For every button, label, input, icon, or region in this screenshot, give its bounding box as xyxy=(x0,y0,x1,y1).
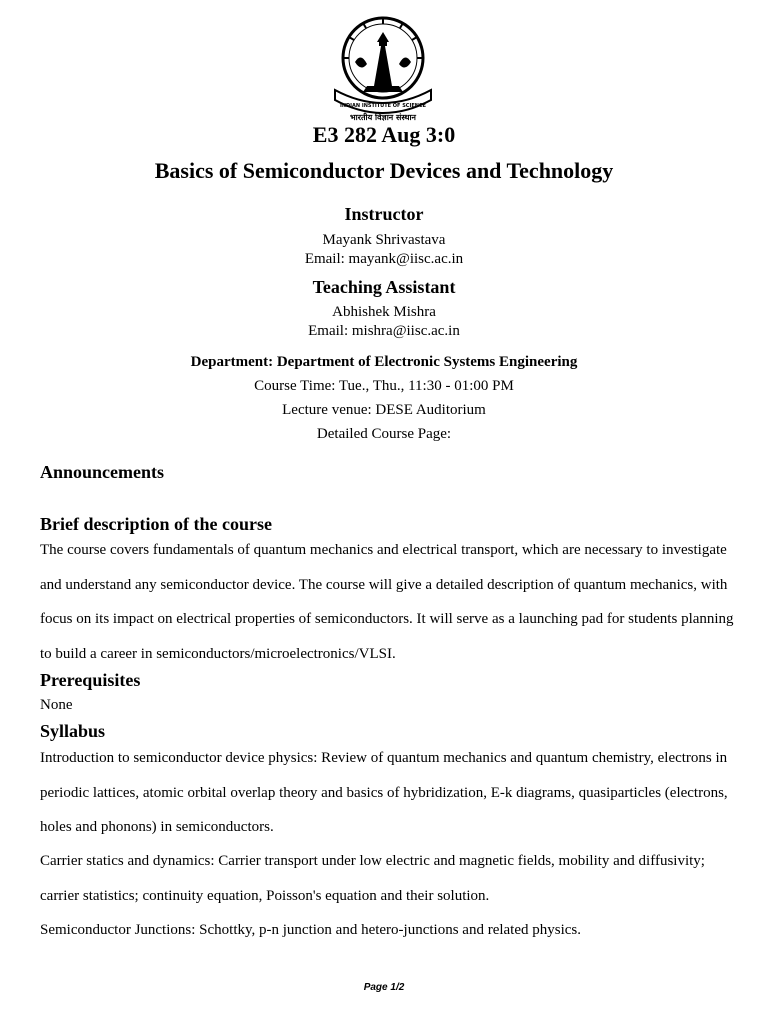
description-heading: Brief description of the course xyxy=(40,514,272,534)
syllabus-item: Introduction to semiconductor device physics: Review of quantum mechanics and quantum chemistry, electrons in periodic lattices, atomic orbital overlap theory and basics of hybridization, E-k diagrams, quasiparticles (electrons, holes and phonons) in semiconductors. xyxy=(40,750,728,835)
iisc-emblem-icon xyxy=(327,12,439,124)
instructor-heading: Instructor xyxy=(344,204,424,224)
logo-hindi-text: भारतीय विज्ञान संस्थान xyxy=(350,113,416,122)
ta-name: Abhishek Mishra xyxy=(332,304,436,320)
prerequisites-heading: Prerequisites xyxy=(40,670,141,690)
syllabus-heading: Syllabus xyxy=(40,721,106,741)
prerequisites-text: None xyxy=(40,697,73,713)
ta-email: Email: mishra@iisc.ac.in xyxy=(308,323,460,339)
lecture-venue: Lecture venue: DESE Auditorium xyxy=(282,402,486,418)
course-time: Course Time: Tue., Thu., 11:30 - 01:00 PM xyxy=(254,378,514,394)
course-title: Basics of Semiconductor Devices and Technology xyxy=(154,158,614,183)
ta-heading: Teaching Assistant xyxy=(312,277,456,297)
syllabus-item: Carrier statics and dynamics: Carrier transport under low electric and magnetic fields, mobility and diffusivity; carrier statistics; continuity equation, Poisson's equation and their solution. xyxy=(40,853,705,904)
iisc-logo xyxy=(327,12,439,124)
description-text: The course covers fundamentals of quantum mechanics and electrical transport, which are necessary to investigate and understand any semiconductor device. The course will give a detailed description of quantum mechanics, with focus on its impact on electrical properties of semiconductors. It will serve as a launching pad for students planning to build a career in semiconductors/microelectronics/VLSI. xyxy=(40,542,734,662)
department: Department: Department of Electronic Systems Engineering xyxy=(190,354,578,370)
syllabus-item: Semiconductor Junctions: Schottky, p-n junction and hetero-junctions and related physics. xyxy=(40,922,582,938)
instructor-email: Email: mayank@iisc.ac.in xyxy=(304,251,464,267)
announcements-heading: Announcements xyxy=(40,462,165,482)
course-code: E3 282 Aug 3:0 xyxy=(312,122,456,147)
detailed-course-page: Detailed Course Page: xyxy=(316,426,452,442)
logo-banner-text: INDIAN INSTITUTE OF SCIENCE xyxy=(339,103,427,109)
page-number: Page 1/2 xyxy=(363,982,405,993)
instructor-name: Mayank Shrivastava xyxy=(322,232,446,248)
